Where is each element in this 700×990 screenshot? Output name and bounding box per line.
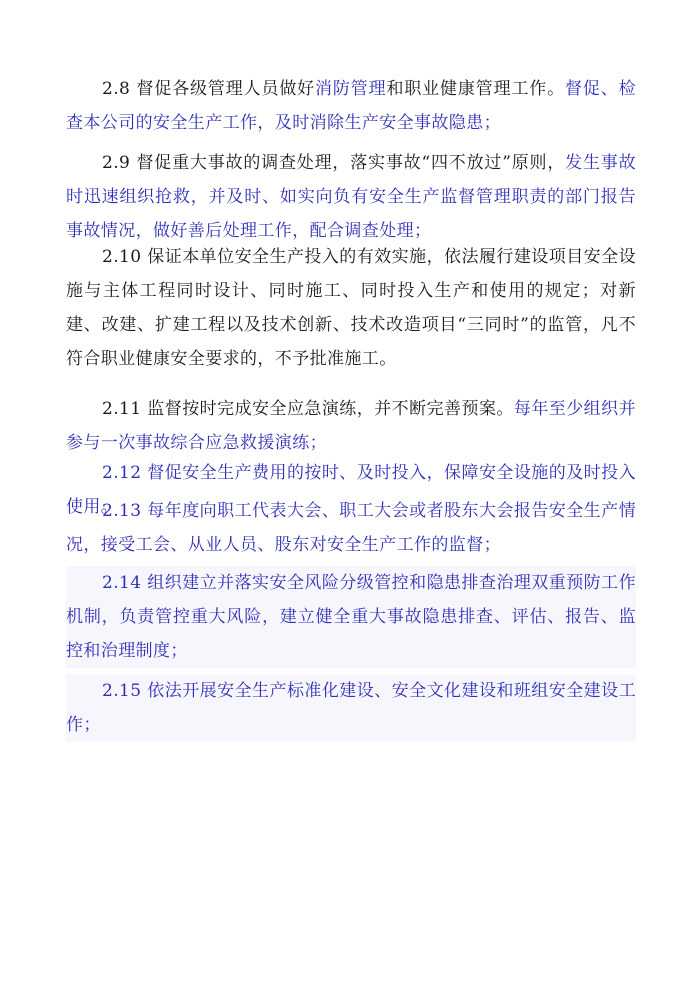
paragraph-2-9 — [66, 146, 636, 248]
text-run: 2.9 督促重大事故的调查处理，落实事故“四不放过”原则， — [102, 153, 566, 173]
text-run: 2.11 监督按时完成安全应急演练，并不断完善预案。 — [102, 399, 514, 419]
paragraph-2-15 — [66, 674, 636, 742]
text-run: 发生事故时迅速组织抢救，并及时、如实向负有安全生产监督管理职责的部门报告事故情况，做好善后处理工作，配合调查处理； — [66, 153, 636, 241]
paragraph-2-10 — [66, 240, 636, 376]
text-run: 2.8 督促各级管理人员做好 — [102, 79, 316, 99]
paragraph-2-14 — [66, 566, 636, 668]
paragraph-2-13 — [66, 494, 636, 562]
paragraph-2-11 — [66, 392, 636, 460]
text-run: 督促、检查本公司的安全生产工作，及时消除生产安全事故隐患； — [66, 79, 636, 133]
text-run: 每年至少组织并参与一次事故综合应急救援演练； — [66, 399, 636, 453]
text-run: 2.10 保证本单位安全生产投入的有效实施，依法履行建设项目安全设施与主体工程同时设计、同时施工、同时投入生产和使用的规定；对新建、改建、扩建工程以及技术创新、技术改造项目“三同时”的监管，凡不符合职业健康安全要求的，不予批准施工。 — [66, 247, 636, 369]
paragraph-2-8 — [66, 72, 636, 140]
text-run: 消防管理 — [315, 79, 387, 99]
text-run: 2.13 每年度向职工代表大会、职工大会或者股东大会报告安全生产情况，接受工会、从业人员、股东对安全生产工作的监督； — [66, 501, 636, 555]
text-run: 2.14 组织建立并落实安全风险分级管控和隐患排查治理双重预防工作机制，负责管控重大风险，建立健全重大事故隐患排查、评估、报告、监控和治理制度； — [66, 573, 636, 661]
text-run: 2.15 依法开展安全生产标准化建设、安全文化建设和班组安全建设工作； — [66, 681, 636, 735]
text-run: 2.12 督促安全生产费用的按时、及时投入，保障安全设施的及时投入使用。 — [66, 463, 636, 517]
text-run: 和职业健康管理工作。 — [386, 79, 566, 99]
